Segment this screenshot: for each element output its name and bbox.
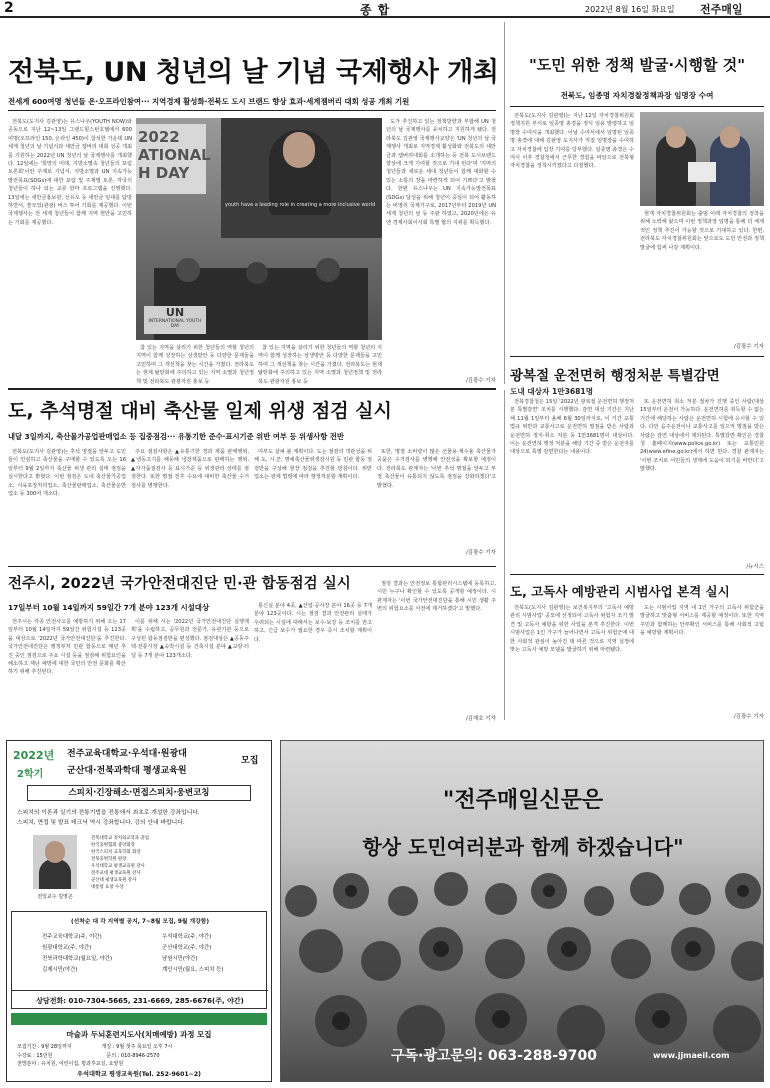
safety-byline: /김재호 기자	[465, 716, 496, 722]
lecturer-photo	[33, 835, 77, 889]
green-item: 전망분야 : 유치원, 어린이집, 방과후교실, 요양원	[17, 1061, 124, 1067]
ad-speech-academy	[6, 740, 272, 1082]
photo-caption: youth have a leading role in creating a more inclusive world	[225, 202, 376, 208]
green-item: 모집기간 : 9월 28일까지	[17, 1044, 72, 1050]
screen-line-1: 2022	[138, 128, 180, 146]
article1-subhead: 전세계 600여명 청년들 온·오프라인참여··· 지역경제 활성화·전북도 도시 브랜드 향상 효과·세계젬버리 대회 성공 개최 기원	[8, 97, 410, 106]
profile-item: 한국스피치 교육학회 회장	[91, 850, 141, 855]
profile-item: 군산대 평생교육원 강사	[91, 878, 137, 883]
ad-course-banner: 스피치·긴장해소·면접스피치·웅변코칭	[27, 785, 251, 801]
school-item: 계인시민(월요, 스피치 등)	[162, 967, 224, 973]
livestock-col4: 또한, 명절 소비량이 많은 선물용·제수용 축산물가공품은 수거검사를 병행해 안전성을 확보할 예정이다. 전라북도 관계자는 '이번 추석 명절을 앞두고 부정 축산물이 유통되지 않도록 점검을 강화하겠다'고 밝혔다.	[377, 449, 496, 489]
suicide-col1: 전북도(도지사 김관영)는 보건복지부의 '고독사 예방관리 시범사업' 공모에 선정되어 고독사 위험자 조기 발견 및 고독사 예방을 위한 사업을 본격 추진한다. 이번 시범사업은 1인 가구가 늘어나면서 고독사 위험군에 대한 사회적 관심이 높아진 데 따른 것으로 지역 실정에 맞는 고독사 예방 모델을 발굴하기 위해 마련됐다.	[510, 605, 634, 654]
suicide-headline: 도, 고독사 예방관리 시범사업 본격 실시	[510, 584, 730, 599]
un-logo-subtext: INTERNATIONAL YOUTH DAY	[148, 319, 202, 329]
audience-head-2	[246, 262, 268, 284]
ad-recruit: 모집	[241, 756, 259, 766]
livestock-col1: 전북도(도지사 김관영)는 추석 명절을 앞두고 도민들이 안심하고 축산물을 구매할 수 있도록 오는 16일부터 9월 2일까지 축산물 위생 관리 실태 점검을 실시한다고 밝혔다. 이번 점검은 도내 축산물가공업소, 식육포장처리업소, 축산물판매업소, 축산물운반업소 등 300여 개소다.	[8, 449, 126, 498]
publication-name: 전주매일	[700, 3, 743, 16]
green-item: 수강료 : 15만원	[17, 1052, 53, 1059]
section-title: 종합	[360, 3, 396, 17]
ad-contact-phone: 상담전화: 010-7304-5665, 231-6669, 285-6676(주, 야간)	[36, 997, 244, 1005]
col-divider-mid	[504, 390, 505, 720]
un-logo-stand	[144, 306, 206, 334]
article1-headline: 전북도, UN 청년의 날 기념 국제행사 개최	[8, 57, 499, 88]
liberation-byline: /뉴시스	[746, 564, 764, 570]
ad-year: 2022년	[13, 749, 55, 762]
liberation-col2: 또 운전면허 취소 처분 절차가 진행 중인 사람(대상 15일부터 운전이 가능하다. 운전면허를 취득할 수 없는 기간에 해당하는 사람은 운전면허 시험에 응시할 수 있다. 다만 음주운전이나 교통사고를 일으켜 벌점을 받은 사람은 감면 대상에서 제외된다. 특별감면 확인은 경찰청 홈페이지(www.police.go.kr) 또는 교통민원24(www.efine.go.kr)에서 하면 된다. 경찰 관계자는 '이번 조치로 서민들의 생계에 도움이 되기를 바란다'고 말했다.	[640, 399, 764, 473]
safety-top-rule	[8, 566, 496, 567]
col-divider-top	[504, 22, 505, 384]
ad-schools-line1: 전주교육대학교·우석대·원광대	[67, 749, 187, 759]
photo-screen-banner	[136, 124, 211, 194]
green-item: 문의 : 010-8946-2570	[106, 1052, 160, 1059]
livestock-subhead: 내달 3일까지, 축산물가공업판매업소 등 집중점검··· 유통기한 준수·표시기준 위반 여부 등 위생사항 전반	[8, 432, 344, 441]
schools-header: (선착순 대 각 지역별 공지, 7~8월 모집, 9월 개강함)	[70, 919, 209, 925]
safety-headline: 전주시, 2022년 국가안전대진단 민·관 합동점검 실시	[8, 576, 351, 592]
promo-website: www.jjmaeil.com	[653, 1051, 730, 1060]
livestock-col3: 여부도 살펴 볼 계획이다. 도는 점검의 객관성을 위해 도, 시·군, 명예축산물위생감시원 등 민관 합동 점검반을 구성해 현장 점검을 추진할 방침이다. 위반 업소는 관계 법령에 따라 행정처분할 계획이다.	[254, 449, 372, 481]
suicide-col2: 도는 시범사업 지역 내 1인 가구의 고독사 위험군을 발굴하고 맞춤형 서비스를 제공할 예정이다. 또한 지역 주민과 함께하는 안부확인 서비스를 통해 사회적 고립을 예방할 계획이다.	[640, 605, 764, 637]
person-left-face	[666, 126, 686, 148]
lecturer-caption: 전일교수 김영곤	[37, 894, 73, 900]
safety-col3: 통신실 분야 4곳, ▲산업·공사장 분야 16곳 등 7개 분야 123곳이다. 시는 점검 결과 안전관리 실태가 우려되는 시설에 대해서는 보수·보강 등 조치를 권고하고, 긴급 보수가 필요한 경우 즉시 조치할 계획이다.	[254, 603, 372, 643]
profile-item: 전주교대 평생교육원 강사	[91, 871, 141, 876]
screen-line-2: ATIONAL	[138, 146, 211, 164]
certificate	[688, 162, 716, 182]
issue-date: 2022년 8월 16일 화요일	[585, 5, 675, 14]
school-item: 남원시민(야간)	[162, 956, 198, 962]
promo-line2: 항상 도민여러분과 함께 하겠습니다"	[362, 835, 684, 859]
liberation-col1: 전북경찰청은 15일 '2022년 광복절 운전면허 행정처분 특별감면' 조치를 시행했다. 감면 대상 기간은 지난해 11월 1일부터 올해 6월 30일까지로, 이 기간 교통법규 위반과 교통사고로 운전면허 벌점을 받은 사람과 운전면허 정지·취소 처분 등 1만3681명이 대상이다. 이는 운전면허 행정 처분을 해당 기간 중 받은 운전자를 대상으로 특별 감면한다는 내용이다.	[510, 399, 634, 456]
ad-term: 2학기	[17, 769, 44, 780]
livestock-top-rule	[8, 388, 496, 390]
safety-col2: 이를 위해 시는 '2022년 국가안전대진단 실행계획'을 수립하고, 공무원과 전문가, 유관기관 등으로 구성된 합동점검반을 편성했다. 점검대상은 ▲공동주택·전통시장 ▲숙박시설 등 건축시설 분야 ▲교량·터널 등 7개 분야 123개소다.	[131, 619, 249, 659]
article1-col2: 참 있는 지역을 살리기 위한 청년들의 역할 청년의 지역이 함께 성장하는 상생방안 등 다양한 문제들을 고민하며 그 개선책을 찾는 시간을 가졌다. 전라북도는 현재 탈탄화에 주의하고 있는 지역 소멸과 청년정책 및 전라북도 관광자원 홍보 등	[136, 345, 254, 384]
profile-item: 우석대학교 평생교육원 강사	[91, 864, 145, 869]
profile-item: 한국웅변협회 중앙회장	[91, 843, 135, 848]
page-header	[0, 0, 770, 18]
audience-head-3	[316, 258, 340, 282]
green-item: 개강 : 9월 첫주 목요일 오후 7시	[101, 1044, 173, 1050]
interview-photo	[640, 112, 764, 206]
suicide-byline: /김광수 기자	[733, 714, 764, 720]
lecturer-face	[45, 841, 65, 863]
livestock-byline: /김광수 기자	[465, 550, 496, 556]
article1-rule	[8, 110, 496, 111]
profile-item: 전북웅변학원 원장	[91, 857, 127, 862]
interview-quote: "도민 위한 정책 발굴·시행할 것"	[528, 56, 746, 74]
photo-video-screen	[221, 118, 382, 238]
interview-byline: /김광수 기자	[733, 344, 764, 350]
liberation-headline: 광복절 운전면허 행정처분 특별감면	[510, 368, 720, 384]
profile-item: 전북대학교 정치외교학과 졸업	[91, 836, 149, 841]
ad-footer: 우석대학교 평생교육원(Tel. 252-9601~2)	[77, 1071, 201, 1078]
article1-col2b: 참 있는 지역을 살리기 위한 청년들의 역할 청년의 지역이 함께 성장하는 상생방안 등 다양한 문제들을 고민하며 그 개선책을 찾는 시간을 가졌다. 전라북도는 현재 탈탄화에 주의하고 있는 지역 소멸과 청년정책 및 전라북도 관광자원 홍보 등	[258, 345, 382, 384]
safety-col1: 전주시는 각종 안전사고를 예방하기 위해 오는 17일부터 10월 14일까지 59일간 위험시설 등 123곳을 대상으로 '2022년 국가안전대진단'을 추진한다. 국가안전대진단은 행정부처 민관 합동으로 매년 추진 중인 점검으로 주요 시설 등을 점검해 위험요인을 해소하고 재난 예방에 대한 국민의 안전 문화를 확산하기 위해 추진된다.	[8, 619, 126, 676]
article1-col3: 도가 추진하고 있는 정책방향과 부합해 UN 청년의 날 국제행사를 유치하고 지원하게 됐다. 전라북도 김관영 국제행사교양은 'UN 청년의 날 국제행사 개최로 지역경제 활성화와 전북도의 새만금과 잼버리대회를 소개하는 등 전북 도시브랜드 향상에 크게 기여할 것으로 기대 된다'며 '지역의 청년들과 새로운 세대 청년들이 함께 대화할 수 있는 소통의 장을 마련하게 되어 기쁘다'고 밝혔다. 한편 유스나우는 UN 지속가능발전목표(SDGs) 달성을 위해 청년이 중심이 되어 활동하는 비영리 국제기구로, 2017년부터 2019년 UN 세계 청년의 날 등 주관 하였고, 2020년에는 유엔 경제사회이사회 특별 협의 지위를 획득했다.	[386, 119, 496, 226]
liberation-top-rule	[510, 356, 764, 357]
interview-col2: 현재 자치경찰위원회는 출범 이래 자치경찰의 정착을 위해 노력해 왔으며 이번 정책과장 임명을 통해 더 체계적인 정책 추진이 가능할 것으로 기대하고 있다. 한편, 전라북도 자치경찰위원회는 앞으로도 도민 안전과 정책 발굴에 힘써 나갈 계획이다.	[640, 211, 764, 251]
school-item: 원광대학교(주, 야간)	[42, 945, 92, 951]
ad-green-items	[17, 1043, 263, 1069]
livestock-headline: 도, 추석명절 대비 축산물 일제 위생 점검 실시	[8, 400, 392, 422]
screen-line-3: H DAY	[138, 164, 190, 182]
school-item: 군산대학교(주, 야간)	[162, 945, 212, 951]
promo-phone: 구독·광고문의: 063-288-9700	[391, 1048, 597, 1064]
profile-item: 대통령 표창 수상	[91, 885, 124, 890]
speaker-face	[283, 132, 315, 168]
safety-subhead: 17일부터 10월 14일까지 59일간 7개 분야 123개 시설대상	[8, 603, 210, 612]
school-item: 전주교육대학교(주, 야간)	[42, 934, 102, 940]
article1-photo	[136, 118, 382, 340]
page-number: 2	[4, 0, 14, 16]
safety-col4: 점검 결과는 안전정보 통합관리시스템에 등록하고, 시민 누구나 확인할 수 있도록 공개할 예정이다. 시 관계자는 '이번 국가안전대진단을 통해 시민 생활 주변의 위험요소를 사전에 제거하겠다'고 말했다.	[377, 581, 496, 613]
ad-green-program: 마술과 두뇌훈련지도사(치매예방) 과정 모집	[66, 1030, 212, 1039]
green-divider	[11, 1013, 267, 1025]
ad-intro-line1: 스피치의 이론과 실기의 전통기법을 전통에서 최초로 개설한 강좌입니다.	[17, 810, 200, 816]
school-item: 전북과학대학교(월요일, 야간)	[42, 956, 113, 962]
lecturer-body	[39, 859, 71, 889]
schools-col-right	[162, 932, 223, 976]
lecturer-profile	[91, 835, 263, 891]
audience-head-1	[176, 258, 200, 282]
schools-col-left	[42, 932, 112, 976]
interview-rule	[510, 106, 764, 107]
promo-line1: "전주매일신문은	[442, 788, 604, 813]
ad-schools-box	[11, 911, 267, 1009]
un-logo-text: UN	[165, 306, 185, 319]
school-item: 김제시민(야간)	[42, 967, 78, 973]
article1-col1: 전북도(도지사 김관영)는 유스나우(YOUTH NOW)와 공동으로 지난 12~13일 그랜드힐스턴호텔에서 600여명(오프라인 150, 온라인 450)이 참석한 가운데 UN 세계 청년의 날 기념식과 새만금 잼버리 대회 성공 개최를 기원하는 2022년 UN 청년의 날 국제행사를 개최했다. 12일에는 '희망의 미래, 지방소멸속 청년들의 포럼토론회'이란 주제로 기념식, 지방소멸과 UN 지속가능 발전목표(SDGs)에 대한 포럼 및 주제별 토론, 각국의 청년들이 하나 되는 교류 한마 프로그램을 진행했다. 13일에는 새만금홍보관, 선유도 등 새만금 일대를 탐방하면서, 쓸모있(관광) 버스 투어 기회를 제공했다. 이번 국제행사는 전 세계 청년들이 함께 지역 현안을 고민하는 기회를 제공했다.	[8, 119, 132, 226]
ad-intro-line2: 스피치, 면접 및 발표 테크닉 역시 강좌합니다. 강의 안내 바랍니다.	[17, 820, 185, 826]
ad-schools-line2: 군산대·전북과학대 평생교육원	[67, 766, 187, 776]
article1-byline: /김광수 기자	[465, 378, 496, 384]
school-item: 우석대학교(주, 야간)	[162, 934, 212, 940]
interview-subhead: 전북도, 임종명 자치경찰정책과장 임명장 수여	[560, 91, 714, 100]
ad-newspaper-promo	[280, 740, 764, 1082]
suicide-top-rule	[510, 574, 764, 575]
interview-col1: 전북도(도지사 김관영)는 지난 12일 자치경찰위원회 정책지원 부서로 임종명 총경을 정식 임용 발령하고 임명장 수여식을 개최했다. 이날 수여식에서 임명된 임종명 총경에 대해 김관영 도지사가 직접 임명장을 수여하고 자치경찰에 입장 기여를 당부했다. 임종명 총경은 수여식 이후 경찰청에서 근무한 경험을 바탕으로 전북형 자치경찰을 정착시키겠다고 다짐했다.	[510, 113, 634, 170]
person-right-face	[720, 126, 740, 148]
livestock-col2: 주요 점검사항은 ▲유통기한 경과 제품 판매행위, ▲냉동고기를 해동해 냉장제품으로 판매하는 행위, ▲자가품질검사 등 표시기준 등 위생관리 상태를 점검한다. 또한 명절 전후 수요에 대비한 축산물 수거검사를 병행한다.	[131, 449, 249, 489]
liberation-subhead: 도내 대상자 1만3681명	[510, 387, 594, 396]
